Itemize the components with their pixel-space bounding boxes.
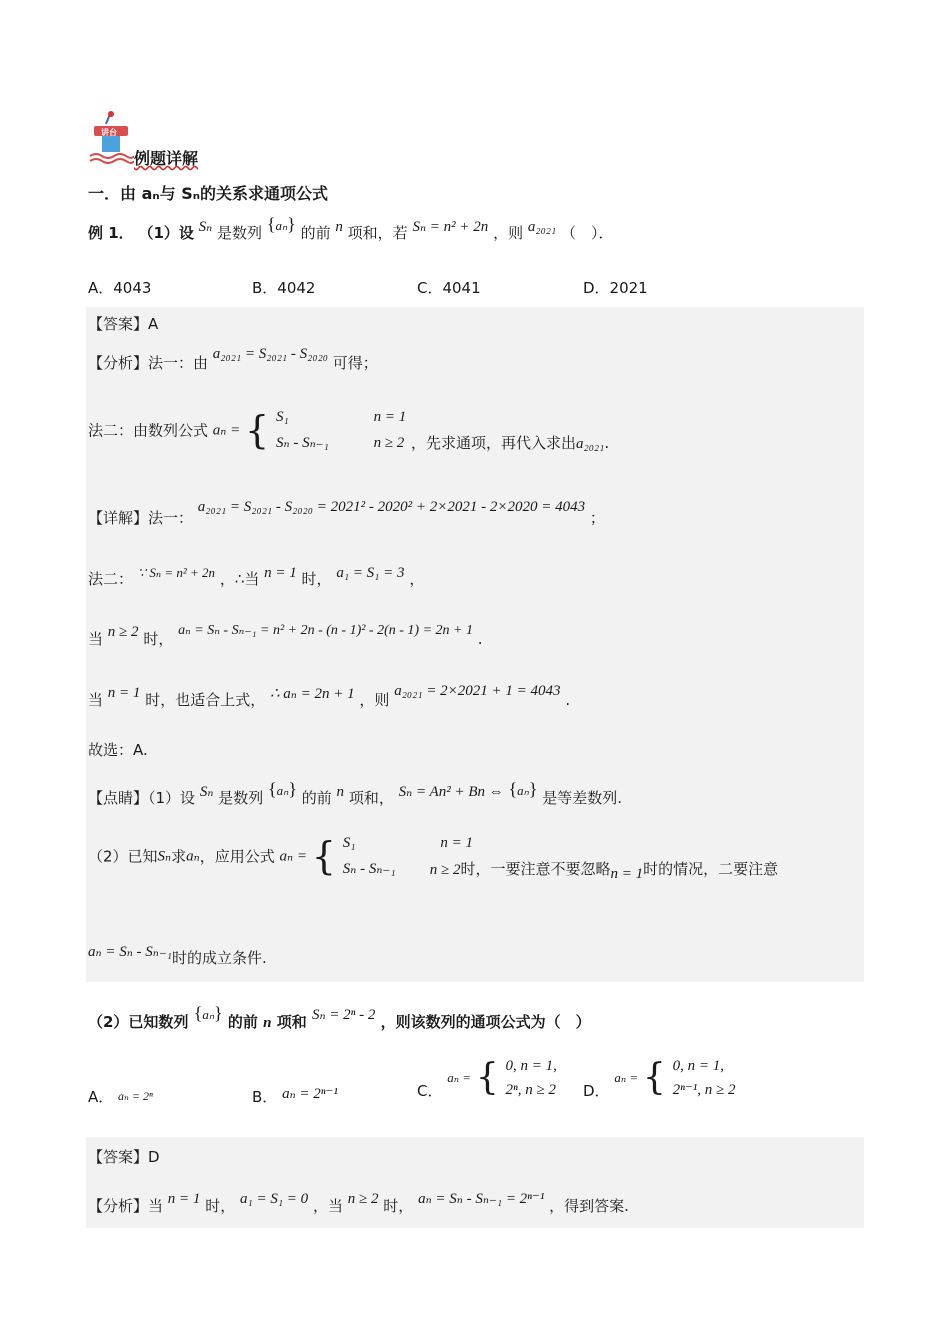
l3-when: 当 xyxy=(88,630,104,648)
ex1-point2-last xyxy=(88,944,267,968)
p2-label: （2）已知 xyxy=(88,847,158,866)
opt-d-line1: 0, n = 1, xyxy=(672,1058,724,1074)
l4-result: a₂₀₂₁ = 2×2021 + 1 = 4043 xyxy=(394,683,561,699)
l4-eq: ∴ aₙ = 2n + 1 xyxy=(270,686,355,702)
point-mid1: 是数列 xyxy=(218,789,264,807)
ex2-an-eq: aₙ = Sₙ - Sₙ₋₁ = 2ⁿ⁻¹ xyxy=(418,1191,545,1207)
period: . xyxy=(477,630,483,648)
ex1-part1-label: （1）设 xyxy=(138,224,194,242)
point-mid2: 的前 xyxy=(301,789,332,807)
method2-tail: ，先求通项，再代入求出 xyxy=(410,433,576,452)
comma: ， xyxy=(409,570,425,588)
ex1-line3 xyxy=(88,623,483,649)
period: . xyxy=(604,433,610,452)
ex1-option-b[interactable]: B．4042 xyxy=(252,279,316,297)
m2-mid: ，∴当 xyxy=(219,570,260,588)
opt-a-label: A． xyxy=(88,1088,114,1106)
q-text: ，则 xyxy=(493,224,524,242)
case2: Sₙ - Sₙ₋₁ xyxy=(276,435,329,451)
ex2-an-a1: a₁ = S₁ = 0 xyxy=(240,1191,309,1207)
ex1-option-c[interactable]: C．4041 xyxy=(417,279,481,297)
ex2-n: n xyxy=(263,1015,272,1031)
sn-symbol: Sₙ xyxy=(199,784,214,800)
p2-mid3: 时，一要注意不要忽略 xyxy=(460,859,611,878)
an-symbol: aₙ xyxy=(275,218,288,233)
ex2-an-tail: ，得到答案. xyxy=(549,1197,629,1215)
ex2-answer: 【答案】D xyxy=(88,1148,160,1166)
ex2-analysis xyxy=(88,1191,629,1216)
m2-label: 法二： xyxy=(88,570,134,588)
point-eq: Sₙ = An² + Bn ⇔ xyxy=(398,784,504,800)
ex2-tail: ，则该数列的通项公式为（ ） xyxy=(380,1013,591,1031)
method2-label: 法二：由数列公式 xyxy=(88,421,209,440)
opt-b-eq: aₙ = 2ⁿ⁻¹ xyxy=(282,1086,338,1102)
point-mid3: 项和， xyxy=(348,789,394,807)
logo-text: 讲台 xyxy=(101,128,117,137)
podium-icon xyxy=(88,110,134,166)
detail-eq: a₂₀₂₁ = S₂₀₂₁ - S₂₀₂₀ = 2021² - 2020² + 2×2021 - 2×2020 = 4043 xyxy=(197,499,586,515)
q-equation: Sₙ = n² + 2n xyxy=(412,219,489,235)
point-tail: 是等差数列. xyxy=(542,789,623,807)
sn-symbol: Sₙ xyxy=(157,848,172,865)
opt-c-label: C． xyxy=(417,1081,443,1100)
opt-c-line1: 0, n = 1, xyxy=(505,1058,557,1074)
ex1-method2: 法二：由数列公式 aₙ = { S₁ Sₙ - Sₙ₋₁ n = 1 n ≥ 2 ，先求通项，再代入求出a₂₀₂₁. xyxy=(88,404,609,456)
ex2-mid3: 项和 xyxy=(276,1013,307,1031)
case2-cond: n ≥ 2 xyxy=(429,861,461,878)
m2-n1: n = 1 xyxy=(264,565,297,581)
point-label: 【点睛】（1）设 xyxy=(88,789,196,807)
detail-tail: ； xyxy=(589,509,605,527)
ex1-point: 【点睛】（1）设 Sₙ 是数列 {aₙ} 的前 n 项和， Sₙ = An² + Bn ⇔ {aₙ} 是等差数列. xyxy=(88,779,623,807)
p2-tail: 时的情况，二要注意 xyxy=(643,859,779,878)
p2-mid1: 求 xyxy=(171,847,187,866)
ex2-eq: Sₙ = 2ⁿ - 2 xyxy=(311,1007,376,1023)
l4-then: ，则 xyxy=(359,691,390,709)
m2-time: 时， xyxy=(301,570,332,588)
ex2-option-c[interactable]: C． aₙ = { 0, n = 1, 2ⁿ, n ≥ 2 xyxy=(417,1054,557,1102)
ex1-choice: 故选：A. xyxy=(88,741,148,759)
ex2-an-time2: 时， xyxy=(383,1197,414,1215)
header-logo xyxy=(88,110,134,166)
cases-lhs: aₙ = xyxy=(447,1070,472,1085)
an-symbol: aₙ xyxy=(186,848,200,865)
p2-n1: n = 1 xyxy=(610,865,644,882)
sn-symbol: Sₙ xyxy=(198,219,213,235)
ex2-option-b[interactable] xyxy=(252,1086,338,1107)
l4-cond: n = 1 xyxy=(107,685,141,701)
opt-c-line2: 2ⁿ, n ≥ 2 xyxy=(505,1082,556,1098)
m2-eq1: ∵ Sₙ = n² + 2n xyxy=(137,565,216,580)
case1: S₁ xyxy=(276,409,289,425)
p2-last-tail: 时的成立条件. xyxy=(172,949,267,967)
case1-cond: n = 1 xyxy=(373,409,407,425)
opt-d-line2: 2ⁿ⁻¹, n ≥ 2 xyxy=(672,1082,736,1098)
analysis-eq: a₂₀₂₁ = S₂₀₂₁ - S₂₀₂₀ xyxy=(212,346,328,362)
opt-b-label: B． xyxy=(252,1088,278,1106)
q-text: 的前 xyxy=(300,224,331,242)
q-text: （ ）． xyxy=(561,224,614,242)
l3-cond: n ≥ 2 xyxy=(107,624,139,640)
ex1-option-d[interactable]: D．2021 xyxy=(583,279,648,297)
a2021-symbol: a₂₀₂₁ xyxy=(527,219,557,235)
ex2-option-a[interactable] xyxy=(88,1086,153,1107)
opt-a-eq: aₙ = 2ⁿ xyxy=(118,1089,153,1103)
opt-d-label: D． xyxy=(583,1081,610,1100)
cases-lhs: aₙ = xyxy=(614,1070,639,1085)
p2-mid2: ，应用公式 xyxy=(199,847,275,866)
ex1-label: 例 1． xyxy=(88,224,134,242)
ex1-option-a[interactable]: A．4043 xyxy=(88,279,152,297)
ex1-detail xyxy=(88,499,605,528)
l4-mid: 时，也适合上式， xyxy=(145,691,266,709)
ex2-analysis-label: 【分析】当 xyxy=(88,1197,164,1215)
case1-cond: n = 1 xyxy=(440,835,473,851)
analysis-tail: 可得； xyxy=(332,354,378,372)
l3-time: 时， xyxy=(143,630,174,648)
q-text: 项和，若 xyxy=(347,224,408,242)
ex1-line4 xyxy=(88,683,571,710)
ex2-label: （2）已知数列 xyxy=(88,1013,189,1031)
m2-a1: a₁ = S₁ = 3 xyxy=(336,565,405,581)
case1: S₁ xyxy=(342,835,356,851)
analysis-label: 【分析】法一：由 xyxy=(88,354,209,372)
an-symbol: aₙ xyxy=(276,783,289,798)
l4-when: 当 xyxy=(88,691,104,709)
ex1-method2-detail xyxy=(88,565,425,589)
cases-lhs: aₙ = xyxy=(279,848,307,865)
ex1-question: 例 1． （1）设 Sₙ 是数列 {aₙ} 的前 n 项和，若 Sₙ = n² + 2n ，则 a₂₀₂₁ （ ）． xyxy=(88,214,614,242)
case2-cond: n ≥ 2 xyxy=(373,435,405,451)
q-text: 是数列 xyxy=(217,224,263,242)
cases-lhs: aₙ = xyxy=(212,422,241,439)
ex2-question: （2）已知数列 {aₙ} 的前 n 项和 Sₙ = 2ⁿ - 2 ，则该数列的通项公式为（ ） xyxy=(88,1003,591,1031)
case2: Sₙ - Sₙ₋₁ xyxy=(342,861,396,877)
ex2-option-d[interactable]: D． aₙ = { 0, n = 1, 2ⁿ⁻¹, n ≥ 2 xyxy=(583,1054,735,1102)
n-symbol: n xyxy=(336,784,345,800)
a2021-symbol: a₂₀₂₁ xyxy=(576,435,605,452)
ex2-an-n1: n = 1 xyxy=(167,1191,201,1207)
ex2-mid1: 的前 xyxy=(227,1013,258,1031)
p2-last-eq: aₙ = Sₙ - Sₙ₋₁ xyxy=(88,944,172,960)
period: . xyxy=(565,691,571,709)
section-title: 一．由 aₙ与 Sₙ的关系求通项公式 xyxy=(88,184,329,203)
ex2-an-when: ，当 xyxy=(312,1197,343,1215)
l3-eq: aₙ = Sₙ - Sₙ₋₁ = n² + 2n - (n - 1)² - 2(n - 1) = 2n + 1 xyxy=(178,623,473,638)
ex1-analysis xyxy=(88,346,378,373)
ex2-an-cond: n ≥ 2 xyxy=(347,1191,379,1207)
ex1-point2: （2）已知Sₙ求aₙ，应用公式 aₙ = { S₁ Sₙ - Sₙ₋₁ n = 1 n ≥ 2时，一要注意不要忽略n = 1时的情况，二要注意 xyxy=(88,830,778,882)
ex2-an-time1: 时， xyxy=(205,1197,236,1215)
detail-label: 【详解】法一： xyxy=(88,509,194,527)
page-title: 例题详解 xyxy=(134,149,199,168)
an-symbol: aₙ xyxy=(517,783,529,798)
an-symbol: aₙ xyxy=(202,1007,215,1022)
ex1-answer: 【答案】A xyxy=(88,315,159,333)
n-symbol: n xyxy=(335,219,343,235)
